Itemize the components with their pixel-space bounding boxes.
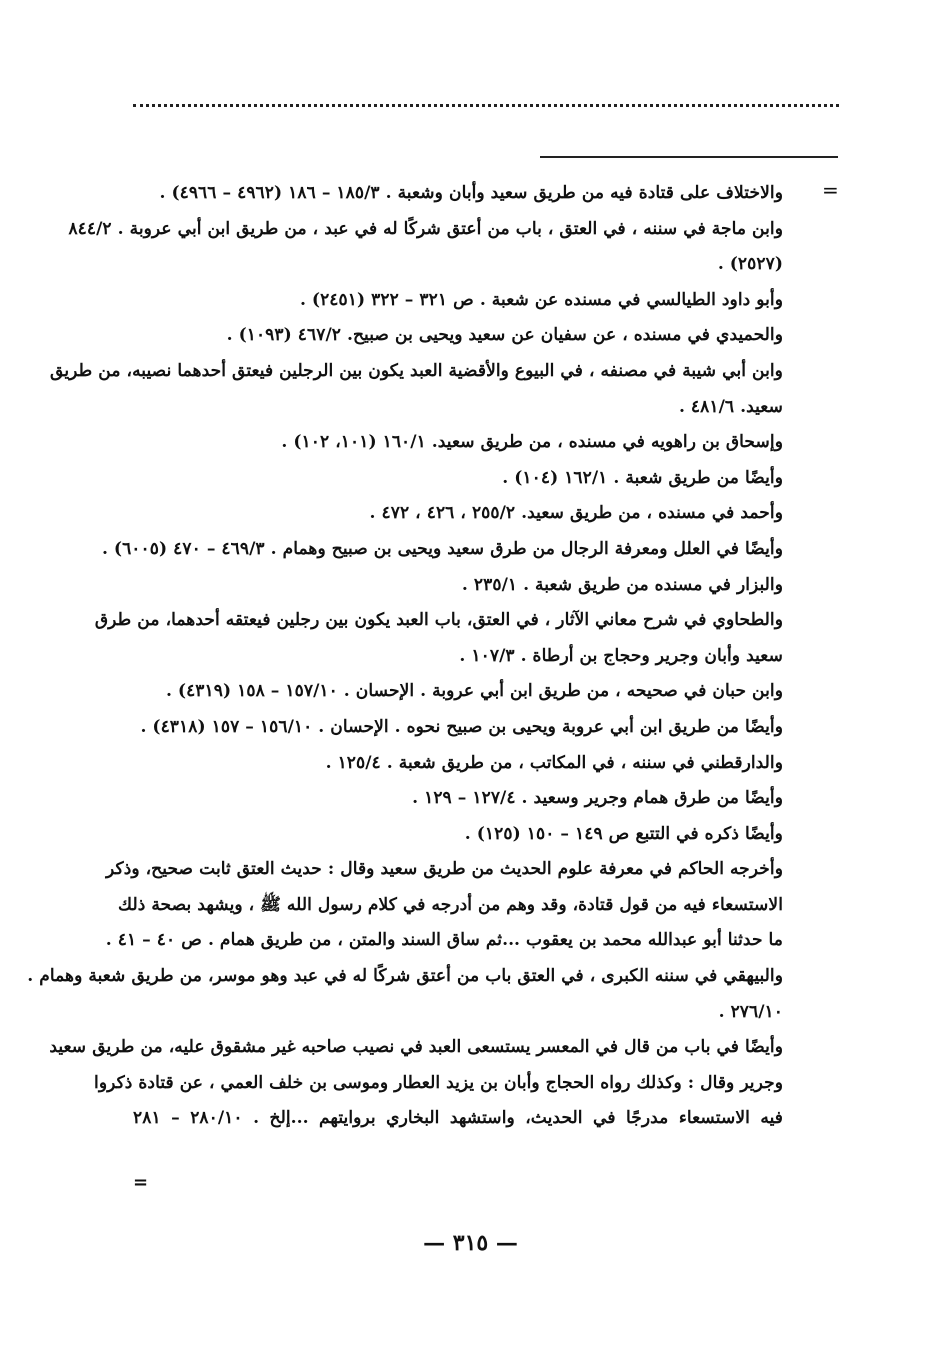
footnote-line: وأحمد في مسنده ، من طريق سعيد. ٢٥٥/٢ ، ٤٢٦ ، ٤٧٢ .: [369, 503, 783, 524]
footnote-line: وأخرجه الحاكم في معرفة علوم الحديث من طريق سعيد وقال : حديث العتق ثابت صحيح، وذكر: [106, 859, 783, 880]
dotted-separator: [133, 104, 839, 107]
footnote-line: ما حدثنا أبو عبدالله محمد بن يعقوب ...ثم ساق السند والمتن ، من طريق همام . ص ٤٠ – ٤١ .: [105, 930, 783, 951]
footnote-line: وأيضًا في باب من قال في المعسر يستسعى العبد في نصيب صاحبه غير مشقوق عليه، من طريق سعيد: [49, 1037, 783, 1058]
footnote-line: سعيد. ٤٨١/٦ .: [678, 396, 783, 417]
footnote-rule: [540, 156, 838, 158]
footnote-line: والاختلاف على قتادة فيه من طريق سعيد وأبان وشعبة . ١٨٥/٣ – ١٨٦ (٤٩٦٢ – ٤٩٦٦) .: [159, 183, 783, 203]
footnote-line: وأيضًا ذكره في التتبع ص ١٤٩ – ١٥٠ (١٢٥) .: [464, 823, 783, 844]
footnote-block: [27, 176, 783, 1137]
footnote-line: الاستسعاء فيه من قول قتادة، وقد وهم من أدرجه في كلام رسول الله ﷺ ، ويشهد بصحة ذلك: [117, 894, 783, 915]
footnote-line: وإسحاق بن راهويه في مسنده ، من طريق سعيد. ١٦٠/١ (١٠١، ١٠٢) .: [281, 432, 783, 453]
footnote-line: وأيضًا من طريق شعبة . ١٦٢/١ (١٠٤) .: [502, 467, 783, 488]
footnote-line: والطحاوي في شرح معاني الآثار ، في العتق، باب العبد يكون بين رجلين فيعتقه أحدهما، من طرق: [94, 610, 783, 631]
footnote-line: والحميدي في مسنده ، عن سفيان عن سعيد ويحيى بن صبيح. ٤٦٧/٢ (١٠٩٣) .: [226, 325, 783, 346]
continuation-mark: =: [822, 178, 839, 202]
footnote-line: وابن أبي شيبة في مصنفه ، في البيوع والأقضية العبد يكون بين الرجلين فيعتق أحدهما نصيبه، من طريق: [50, 360, 783, 381]
footnote-line: ٢٧٦/١٠ .: [718, 1001, 783, 1022]
footnote-line: وأيضًا من طرق همام وجرير وسعيد . ١٢٧/٤ – ١٢٩ .: [412, 788, 783, 809]
footnote-line: وأيضًا في العلل ومعرفة الرجال من طرق سعيد ويحيى بن صبيح وهمام . ٤٦٩/٣ – ٤٧٠ (٦٠٠٥) .: [101, 538, 783, 559]
footnote-line: وأبو داود الطيالسي في مسنده عن شعبة . ص ٣٢١ – ٣٢٢ (٢٤٥١) .: [299, 289, 783, 310]
footnote-line: وجرير وقال : وكذلك رواه الحجاج وأبان بن يزيد العطار وموسى بن خلف العمي ، عن قتادة ذكروا: [94, 1072, 783, 1093]
page-number: — ٣١٥ —: [423, 1230, 518, 1256]
footnote-line: وابن حبان في صحيحه ، من طريق ابن أبي عروبة . الإحسان . ١٥٧/١٠ – ١٥٨ (٤٣١٩) .: [165, 681, 783, 702]
footnote-line: والبيهقي في سننه الكبرى ، في العتق باب من أعتق شركًا له في عبد وهو موسر، من طريق شعبة وهمام .: [27, 966, 783, 987]
footnote-line: وأيضًا من طريق ابن أبي عروبة ويحيى بن صبيح نحوه . الإحسان . ١٥٦/١٠ – ١٥٧ (٤٣١٨) .: [140, 716, 783, 737]
footnote-line: والبزار في مسنده من طريق شعبة . ٢٣٥/١ .: [461, 574, 783, 595]
footnote-line: (٢٥٢٧) .: [717, 254, 783, 275]
footnote-line: والدارقطني في سننه ، في المكاتب ، من طريق شعبة . ١٢٥/٤ .: [325, 752, 783, 773]
footnote-line: فيه الاستسعاء مدرجًا في الحديث، واستشهد البخاري بروايتهم ...إلخ . ٢٨٠/١٠ – ٢٨١: [133, 1108, 783, 1129]
footnote-line: وابن ماجة في سننه ، في العتق ، باب من أعتق شركًا له في عبد ، من طريق ابن أبي عروبة . ٨٤٤/٢: [68, 218, 783, 239]
footnote-line: سعيد وأبان وجرير وحجاج بن أرطاة . ١٠٧/٣ .: [459, 645, 783, 666]
continued-mark: =: [133, 1172, 149, 1193]
